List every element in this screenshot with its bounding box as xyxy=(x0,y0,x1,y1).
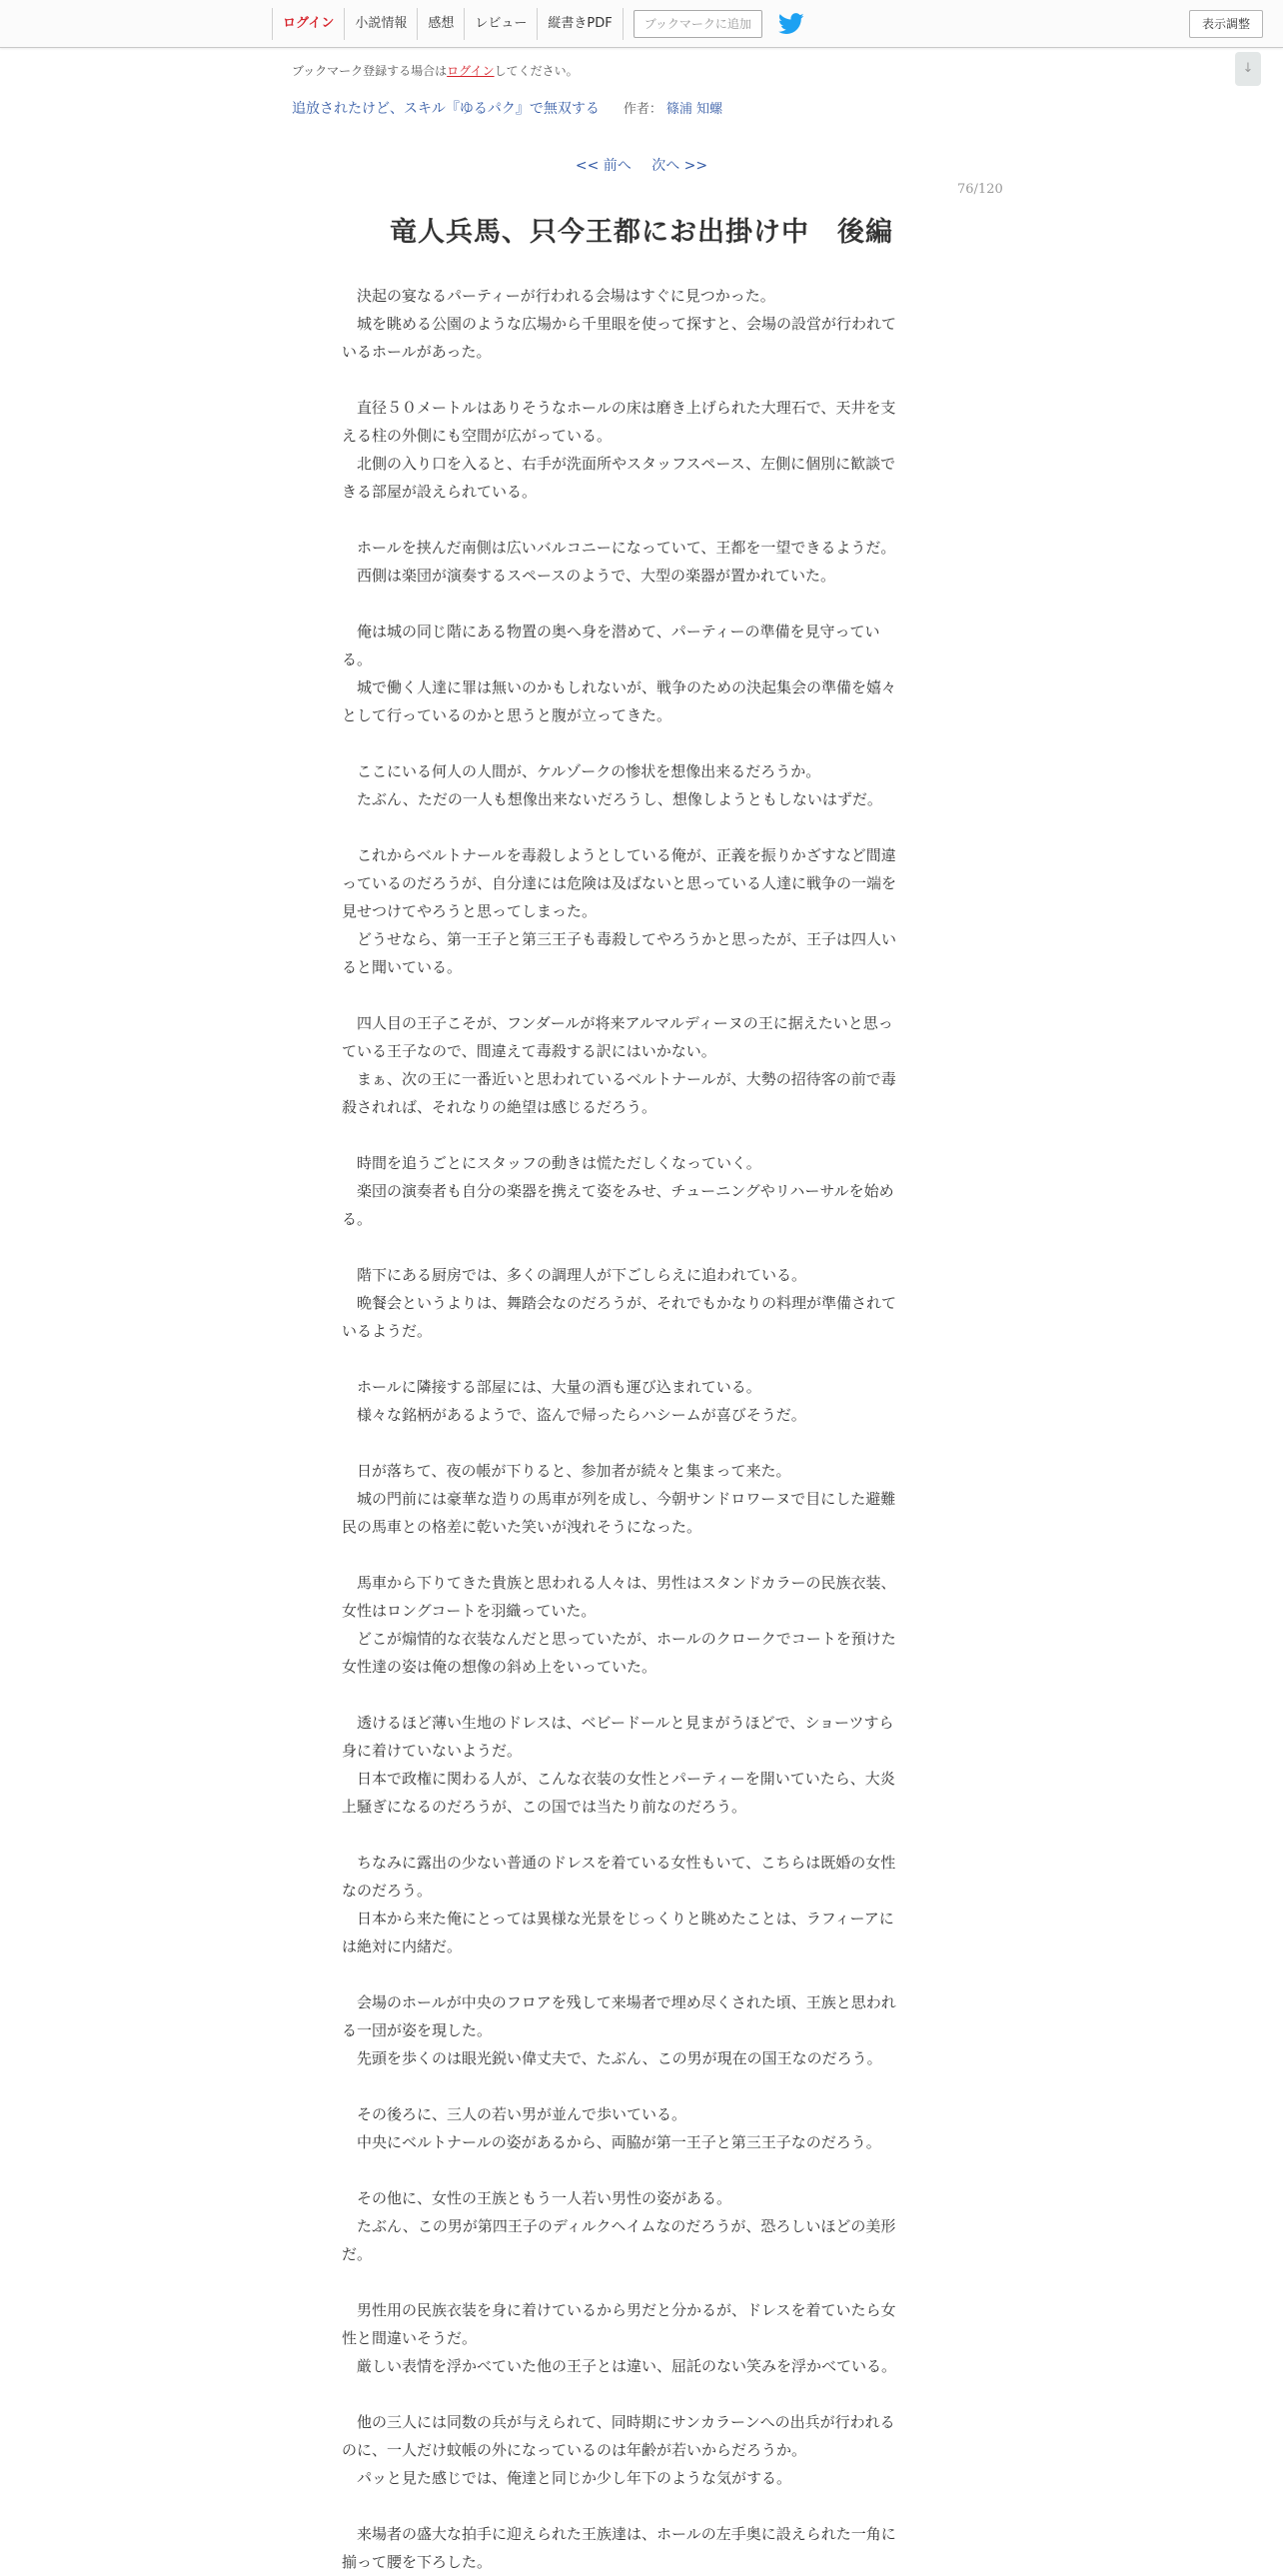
novel-line: 他の三人には同数の兵が与えられて、同時期にサンカラーンへの出兵が行われる xyxy=(342,2413,895,2431)
novel-line: 女性はロングコートを羽織っていた。 xyxy=(342,1602,597,1620)
add-bookmark-button[interactable]: ブックマークに追加 xyxy=(634,10,762,38)
novel-line: っているのだろうが、自分達には危険は及ばないと思っている人達に戦争の一端を xyxy=(342,874,897,892)
blank-line xyxy=(342,2380,935,2408)
novel-line: ると聞いている。 xyxy=(342,958,463,976)
novel-line: は絶対に内緒だ。 xyxy=(342,1937,463,1955)
chapter-pager xyxy=(0,155,1283,175)
novel-line: ホールに隣接する部屋には、大量の酒も運び込まれている。 xyxy=(342,1378,761,1396)
novel-line: 性と間違いそうだ。 xyxy=(342,2329,478,2347)
novel-line: る。 xyxy=(342,1210,373,1228)
novel-line: 日本から来た俺にとっては異様な光景をじっくりと眺めたことは、ラフィーアに xyxy=(342,1910,894,1928)
novel-line: る。 xyxy=(342,650,373,668)
novel-line: 日本で政権に関わる人が、こんな衣装の女性とパーティーを開いていたら、大炎 xyxy=(342,1770,895,1788)
novel-line: どうせなら、第一王子と第三王子も毒殺してやろうかと思ったが、王子は四人い xyxy=(342,930,897,948)
nav-impressions-link[interactable]: 感想 xyxy=(417,8,464,40)
novel-line: 先頭を歩くのは眼光鋭い偉丈夫で、たぶん、この男が現在の国王なのだろう。 xyxy=(342,2049,882,2067)
nav-novel-info-link[interactable]: 小説情報 xyxy=(344,8,417,40)
blank-line xyxy=(342,813,935,841)
novel-line: 直径５０メートルはありそうなホールの床は磨き上げられた大理石で、天井を支 xyxy=(342,399,896,417)
blank-line xyxy=(342,2072,935,2100)
novel-line: 上騒ぎになるのだろうが、この国では当たり前なのだろう。 xyxy=(342,1798,747,1816)
novel-line: える柱の外側にも空間が広がっている。 xyxy=(342,427,613,445)
blank-line xyxy=(342,590,935,618)
blank-line xyxy=(342,1345,935,1373)
novel-line: 女性達の姿は俺の想像の斜め上をいっていた。 xyxy=(342,1658,657,1676)
nav-vertical-pdf-link[interactable]: 縦書きPDF xyxy=(537,8,623,40)
novel-line: 晩餐会というよりは、舞踏会なのだろうが、それでもかなりの料理が準備されて xyxy=(342,1294,897,1312)
notice-text-after: してください。 xyxy=(494,64,579,78)
series-info xyxy=(292,98,722,118)
novel-line: 厳しい表情を浮かべていた他の王子とは違い、屈託のない笑みを浮かべている。 xyxy=(342,2357,897,2375)
novel-line: 会場のホールが中央のフロアを残して来場者で埋め尽くされた頃、王族と思われ xyxy=(342,1993,896,2011)
bookmark-login-notice xyxy=(292,62,579,79)
novel-line: これからベルトナールを毒殺しようとしている俺が、正義を振りかざすなど間違 xyxy=(342,846,896,864)
novel-line: 楽団の演奏者も自分の楽器を携えて姿をみせ、チューニングやリハーサルを始め xyxy=(342,1182,894,1200)
next-chapter-link[interactable]: 次へ >> xyxy=(651,158,708,174)
blank-line xyxy=(342,2268,935,2296)
novel-line: 馬車から下りてきた貴族と思われる人々は、男性はスタンドカラーの民族衣装、 xyxy=(342,1574,896,1592)
novel-line: なのだろう。 xyxy=(342,1882,433,1900)
novel-line: 北側の入り口を入ると、右手が洗面所やスタッフスペース、左側に個別に歓談で xyxy=(342,455,896,473)
novel-line: 見せつけてやろうと思ってしまった。 xyxy=(342,902,598,920)
novel-line: いるようだ。 xyxy=(342,1322,433,1340)
novel-line: のに、一人だけ蚊帳の外になっているのは年齢が若いからだろうか。 xyxy=(342,2441,807,2459)
chapter-title: 竜人兵馬、只今王都にお出掛け中 後編 xyxy=(390,217,893,248)
main-nav xyxy=(272,8,804,40)
novel-line: ている王子なので、間違えて毒殺する訳にはいかない。 xyxy=(342,1042,716,1060)
novel-line: 来場者の盛大な拍手に迎えられた王族達は、ホールの左手奥に設えられた一角に xyxy=(342,2525,896,2543)
novel-line: 西側は楽団が演奏するスペースのようで、大型の楽器が置かれていた。 xyxy=(342,567,835,585)
novel-line: として行っているのかと思うと腹が立ってきた。 xyxy=(342,706,672,724)
blank-line xyxy=(342,981,935,1009)
author-link[interactable]: 篠浦 知螺 xyxy=(665,102,723,117)
author-label: 作者： xyxy=(623,102,662,117)
novel-line: 男性用の民族衣装を身に着けているから男だと分かるが、ドレスを着ていたら女 xyxy=(342,2301,896,2319)
novel-line: まぁ、次の王に一番近いと思われているベルトナールが、大勢の招待客の前で毒 xyxy=(342,1070,896,1088)
blank-line xyxy=(342,506,935,534)
display-settings-button[interactable]: 表示調整 xyxy=(1189,10,1263,38)
novel-body xyxy=(342,282,935,2576)
novel-line: たぶん、ただの一人も想像出来ないだろうし、想像しようともしないはずだ。 xyxy=(342,790,882,808)
chapter-counter: 76/120 xyxy=(957,182,1003,197)
nav-review-link[interactable]: レビュー xyxy=(464,8,537,40)
novel-line: 俺は城の同じ階にある物置の奥へ身を潜めて、パーティーの準備を見守ってい xyxy=(342,623,880,641)
novel-line: 身に着けていないようだ。 xyxy=(342,1742,523,1760)
novel-line: 城を眺める公園のような広場から千里眼を使って探すと、会場の設営が行われて xyxy=(342,315,897,333)
novel-line: その後ろに、三人の若い男が並んで歩いている。 xyxy=(342,2105,687,2123)
novel-line: 中央にベルトナールの姿があるから、両脇が第一王子と第三王子なのだろう。 xyxy=(342,2133,881,2151)
novel-line: きる部屋が設えられている。 xyxy=(342,483,538,501)
novel-line: たぶん、この男が第四王子のディルクヘイムなのだろうが、恐ろしいほどの美形 xyxy=(342,2217,896,2235)
twitter-bird-icon[interactable] xyxy=(778,13,804,35)
novel-line: 日が落ちて、夜の帳が下りると、参加者が続々と集まって来た。 xyxy=(342,1462,791,1480)
novel-line: 城の門前には豪華な造りの馬車が列を成し、今朝サンドロワーヌで目にした避難 xyxy=(342,1490,896,1508)
novel-line: 決起の宴なるパーティーが行われる会場はすぐに見つかった。 xyxy=(342,287,775,305)
blank-line xyxy=(342,366,935,394)
prev-chapter-link[interactable]: << 前へ xyxy=(575,158,632,174)
novel-line: る一団が姿を現した。 xyxy=(342,2021,493,2039)
notice-login-link[interactable]: ログイン xyxy=(447,64,495,78)
novel-line: その他に、女性の王族ともう一人若い男性の姿がある。 xyxy=(342,2189,732,2207)
novel-line: 揃って腰を下ろした。 xyxy=(342,2553,493,2571)
novel-line: パッと見た感じでは、俺達と同じか少し年下のような気がする。 xyxy=(342,2469,792,2487)
series-title-link[interactable]: 追放されたけど、スキル『ゆるパク』で無双する xyxy=(292,101,600,117)
novel-line: だ。 xyxy=(342,2245,373,2263)
novel-line: 時間を追うごとにスタッフの動きは慌ただしくなっていく。 xyxy=(342,1154,761,1172)
novel-line: ちなみに露出の少ない普通のドレスを着ている女性もいて、こちらは既婚の女性 xyxy=(342,1854,896,1872)
novel-line: 透けるほど薄い生地のドレスは、ベビードールと見まがうほどで、ショーツすら xyxy=(342,1714,894,1732)
novel-line: 様々な銘柄があるようで、盗んで帰ったらハシームが喜びそうだ。 xyxy=(342,1406,806,1424)
novel-line: 城で働く人達に罪は無いのかもしれないが、戦争のための決起集会の準備を嬉々 xyxy=(342,678,897,696)
notice-text-before: ブックマーク登録する場合は xyxy=(292,64,448,78)
blank-line xyxy=(342,1681,935,1709)
blank-line xyxy=(342,1821,935,1849)
nav-login-link[interactable]: ログイン xyxy=(272,8,344,40)
blank-line xyxy=(342,1541,935,1569)
novel-line: 階下にある厨房では、多くの調理人が下ごしらえに追われている。 xyxy=(342,1266,807,1284)
blank-line xyxy=(342,1960,935,1988)
novel-line: どこが煽情的な衣装なんだと思っていたが、ホールのクロークでコートを預けた xyxy=(342,1630,896,1648)
novel-line: ホールを挟んだ南側は広いバルコニーになっていて、王都を一望できるようだ。 xyxy=(342,539,896,557)
novel-line: 四人目の王子こそが、フンダールが将来アルマルディーヌの王に据えたいと思っ xyxy=(342,1014,893,1032)
blank-line xyxy=(342,1233,935,1261)
blank-line xyxy=(342,2156,935,2184)
scroll-down-button[interactable]: ↓ xyxy=(1235,52,1261,86)
top-navigation-bar xyxy=(0,0,1283,48)
novel-line: いるホールがあった。 xyxy=(342,343,492,361)
novel-line: 民の馬車との格差に乾いた笑いが洩れそうになった。 xyxy=(342,1518,702,1536)
novel-line: ここにいる何人の人間が、ケルゾークの惨状を想像出来るだろうか。 xyxy=(342,762,821,780)
blank-line xyxy=(342,1121,935,1149)
blank-line xyxy=(342,2492,935,2520)
blank-line xyxy=(342,729,935,757)
novel-line: 殺されれば、それなりの絶望は感じるだろう。 xyxy=(342,1098,657,1116)
blank-line xyxy=(342,1429,935,1457)
